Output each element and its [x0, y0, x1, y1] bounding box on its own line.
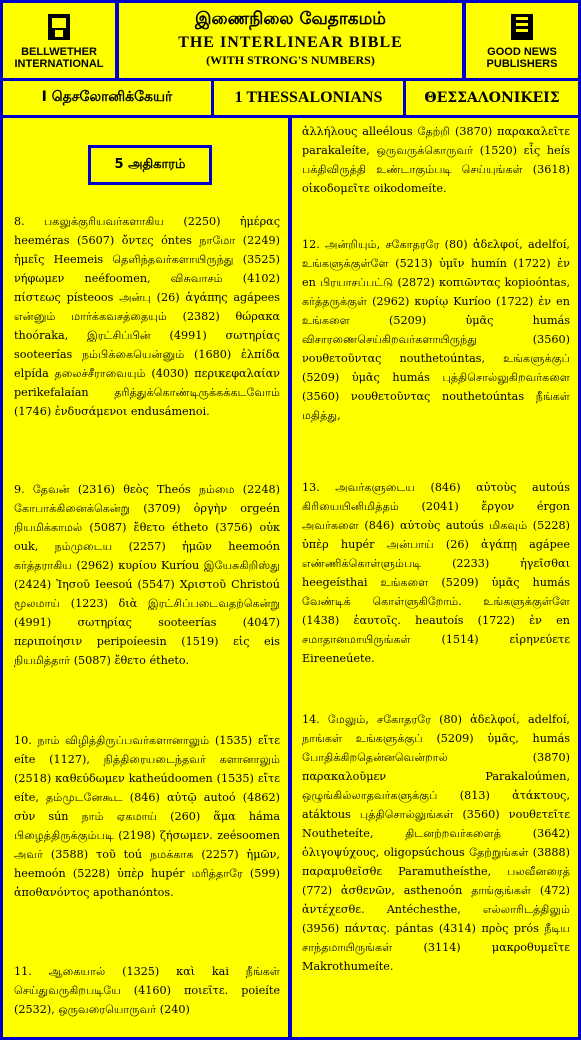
bellwether-logo-icon — [46, 12, 72, 46]
verse-11-start: 11. ஆகையால் (1325) καὶ kai நீங்கள் செய்துவருகிறபடியே (4160) ποιεῖτε. poieíte (2532), ஒருவரையொருவர் (240) — [14, 965, 280, 1016]
goodnews-logo-icon — [509, 12, 535, 46]
chapter-label-text: 5 அதிகாரம் — [114, 157, 186, 172]
bellwether-logo-text: BELLWETHER INTERNATIONAL — [14, 45, 104, 70]
verse-8: 8. பகலுக்குரியவர்களாகிய (2250) ἡμέρας heeméras (5607) ὄντες óntes நாமோ (2249) ἡμεῖς Heemeis தெளிந்தவர்களாயிருந்து (3525) νήφωμεν neéfoomen, விசுவாசம் (4102) πίστεως písteoos அன்பு (26) ἀγάπης agápees என்னும் மார்க்கவசத்தையும் (2382) θώρακα thoóraka, இரட்சிப்பின் (4991) σωτηρίας sooteerías நம்பிக்கையென்னும் (1680) ἐλπίδα elpída தலைச்சீராவையும் (4030) περικεφαλαίαν perikefalaían தரித்துக்கொண்டிருக்கக்கடவோம் (1746) ἐνδυσάμενοι endusámenoi. — [14, 215, 280, 418]
page-title: THE INTERLINEAR BIBLE — [178, 34, 403, 51]
verse-12: 12. அன்றியும், சகோதரரே (80) ἀδελφοί, adelfoí, உங்களுக்குள்ளே (5213) ὑμῖν humín (1722) ἐν en பிரயாசப்பட்டு (2872) κοπιῶντας kopioóntas, கர்த்தருக்குள் (2962) κυρίῳ Kuríoo (1722) ἐν en உங்களை (5209) ὑμᾶς humás விசாரணைசெய்கிறவர்களாயிருந்து (3560) νουθετοῦντας nouthetoúntas, உங்களுக்குப் (5209) ὑμᾶς humás புத்திசொல்லுகிறவர்களை (3560) νουθετοῦντας nouthetoúntas நீங்கள் மதித்து, — [302, 238, 570, 422]
goodnews-logo-text: GOOD NEWS PUBLISHERS — [486, 45, 558, 70]
book-name-greek — [406, 81, 578, 115]
book-name-tamil — [3, 81, 211, 115]
book-english-text: 1 THESSALONIANS — [234, 89, 383, 106]
title-panel — [119, 3, 462, 78]
verse-14: 14. மேலும், சகோதரரே (80) ἀδελφοί, adelfoí, நாங்கள் உங்களுக்குப் (5209) ὑμᾶς, humás போதிக்கிறதென்னவென்றால் (3870) παρακαλοῦμεν Parakaloúmen, ஒழுங்கில்லாதவர்களுக்குப் (813) ἀτάκτους, atáktous புத்திசொல்லுங்கள் (3560) νουθετεῖτε Noutheteíte, திடனற்றவர்களைத் (3642) ὀλιγοψύχους, oligopsúchous தேற்றுங்கள் (3888) παραμυθεῖσθε Paramutheísthe, பலவீனரைத் (772) ἀσθενῶν, asthenoón தாங்குங்கள் (472) ἀντέχεσθε. Antéchesthe, எல்லாரிடத்திலும் (3956) πάντας. pántas (4314) πρὸς prós நீடிய சாந்தமாயிருங்கள் (3114) μακροθυμεῖτε Makrothumeíte. — [302, 713, 570, 973]
verse-11-continued: ἀλλήλους alleélous தேற்றி (3870) παρακαλεῖτε parakaleíte, ஒருவருக்கொருவர் (1520) εἷς heís பக்திவிருத்தி உண்டாகும்படி செய்யுங்கள் (3618) οἰκοδομεῖτε oikodomeíte. — [302, 125, 570, 195]
page-subtitle: (WITH STRONG'S NUMBERS) — [206, 53, 375, 67]
verse-10: 10. நாம் விழித்திருப்பவர்களானாலும் (1535) εἴτε eíte (1127), நித்திரையடைந்தவர் களானாலும் (2518) καθεύδωμεν katheúdoomen (1535) εἴτε eíte, தம்முடனேகூட (846) αὐτῷ autoó (4862) σὺν sún நாம் ஏகமாய் (260) ἅμα háma பிழைத்திருக்கும்படி (2198) ζήσωμεν. zeésoomen அவர் (3588) τοῦ toú நமக்காக (2257) ἡμῶν, heemoón (5228) ὑπὲρ hupér மரித்தாரே (599) ἀποθανόντος apothanóntos. — [14, 734, 280, 899]
bellwether-logo-panel — [3, 3, 115, 78]
book-name-english — [214, 81, 403, 115]
book-tamil-text: I தெசலோனிக்கேயர் — [41, 89, 173, 105]
tamil-title: இணைநிலை வேதாகமம் — [195, 9, 386, 29]
chapter-label — [88, 145, 212, 185]
verse-13: 13. அவர்களுடைய (846) αὐτοὺς autoús கிரியையினிமித்தம் (2041) ἔργον érgon அவர்களை (846) αὐτοὺς autoús மிகவும் (5228) ὑπὲρ hupér அன்பாய் (26) ἀγάπῃ agápee எண்ணிக்கொள்ளும்படி (2233) ἡγεῖσθαι heegeísthai உங்களை (5209) ὑμᾶς humás வேண்டிக் கொள்ளுகிறோம். உங்களுக்குள்ளே (1438) ἑαυτοῖς. heautoís (1722) ἐν en சமாதானமாயிருங்கள் (1514) εἰρηνεύετε Eireeneúete. — [302, 481, 570, 665]
verse-9: 9. தேவன் (2316) θεὸς Theós நம்மை (2248) கோபாக்கினைக்கென்று (3709) ὀργὴν orgeén நியமிக்காமல் (5087) ἔθετο étheto (3756) οὐκ ouk, நம்முடைய (2257) ἡμῶν heemoón கர்த்தராகிய (2962) κυρίου Kuríou இயேசுகிறிஸ்து (2424) Ἰησοῦ Ieesoú (5547) Χριστοῦ Christoú மூலமாய் (1223) διὰ இரட்சிப்படைவதற்கென்று (4991) σωτηρίας sooteerías (4047) περιποίησιν peripoíeesin (1519) εἰς eis நியமித்தார் (5087) ἔθετο étheto. — [14, 483, 280, 667]
book-greek-text: ΘΕΣΣΑΛΟΝΙΚΕΙΣ — [424, 90, 560, 106]
goodnews-logo-panel — [466, 3, 578, 78]
